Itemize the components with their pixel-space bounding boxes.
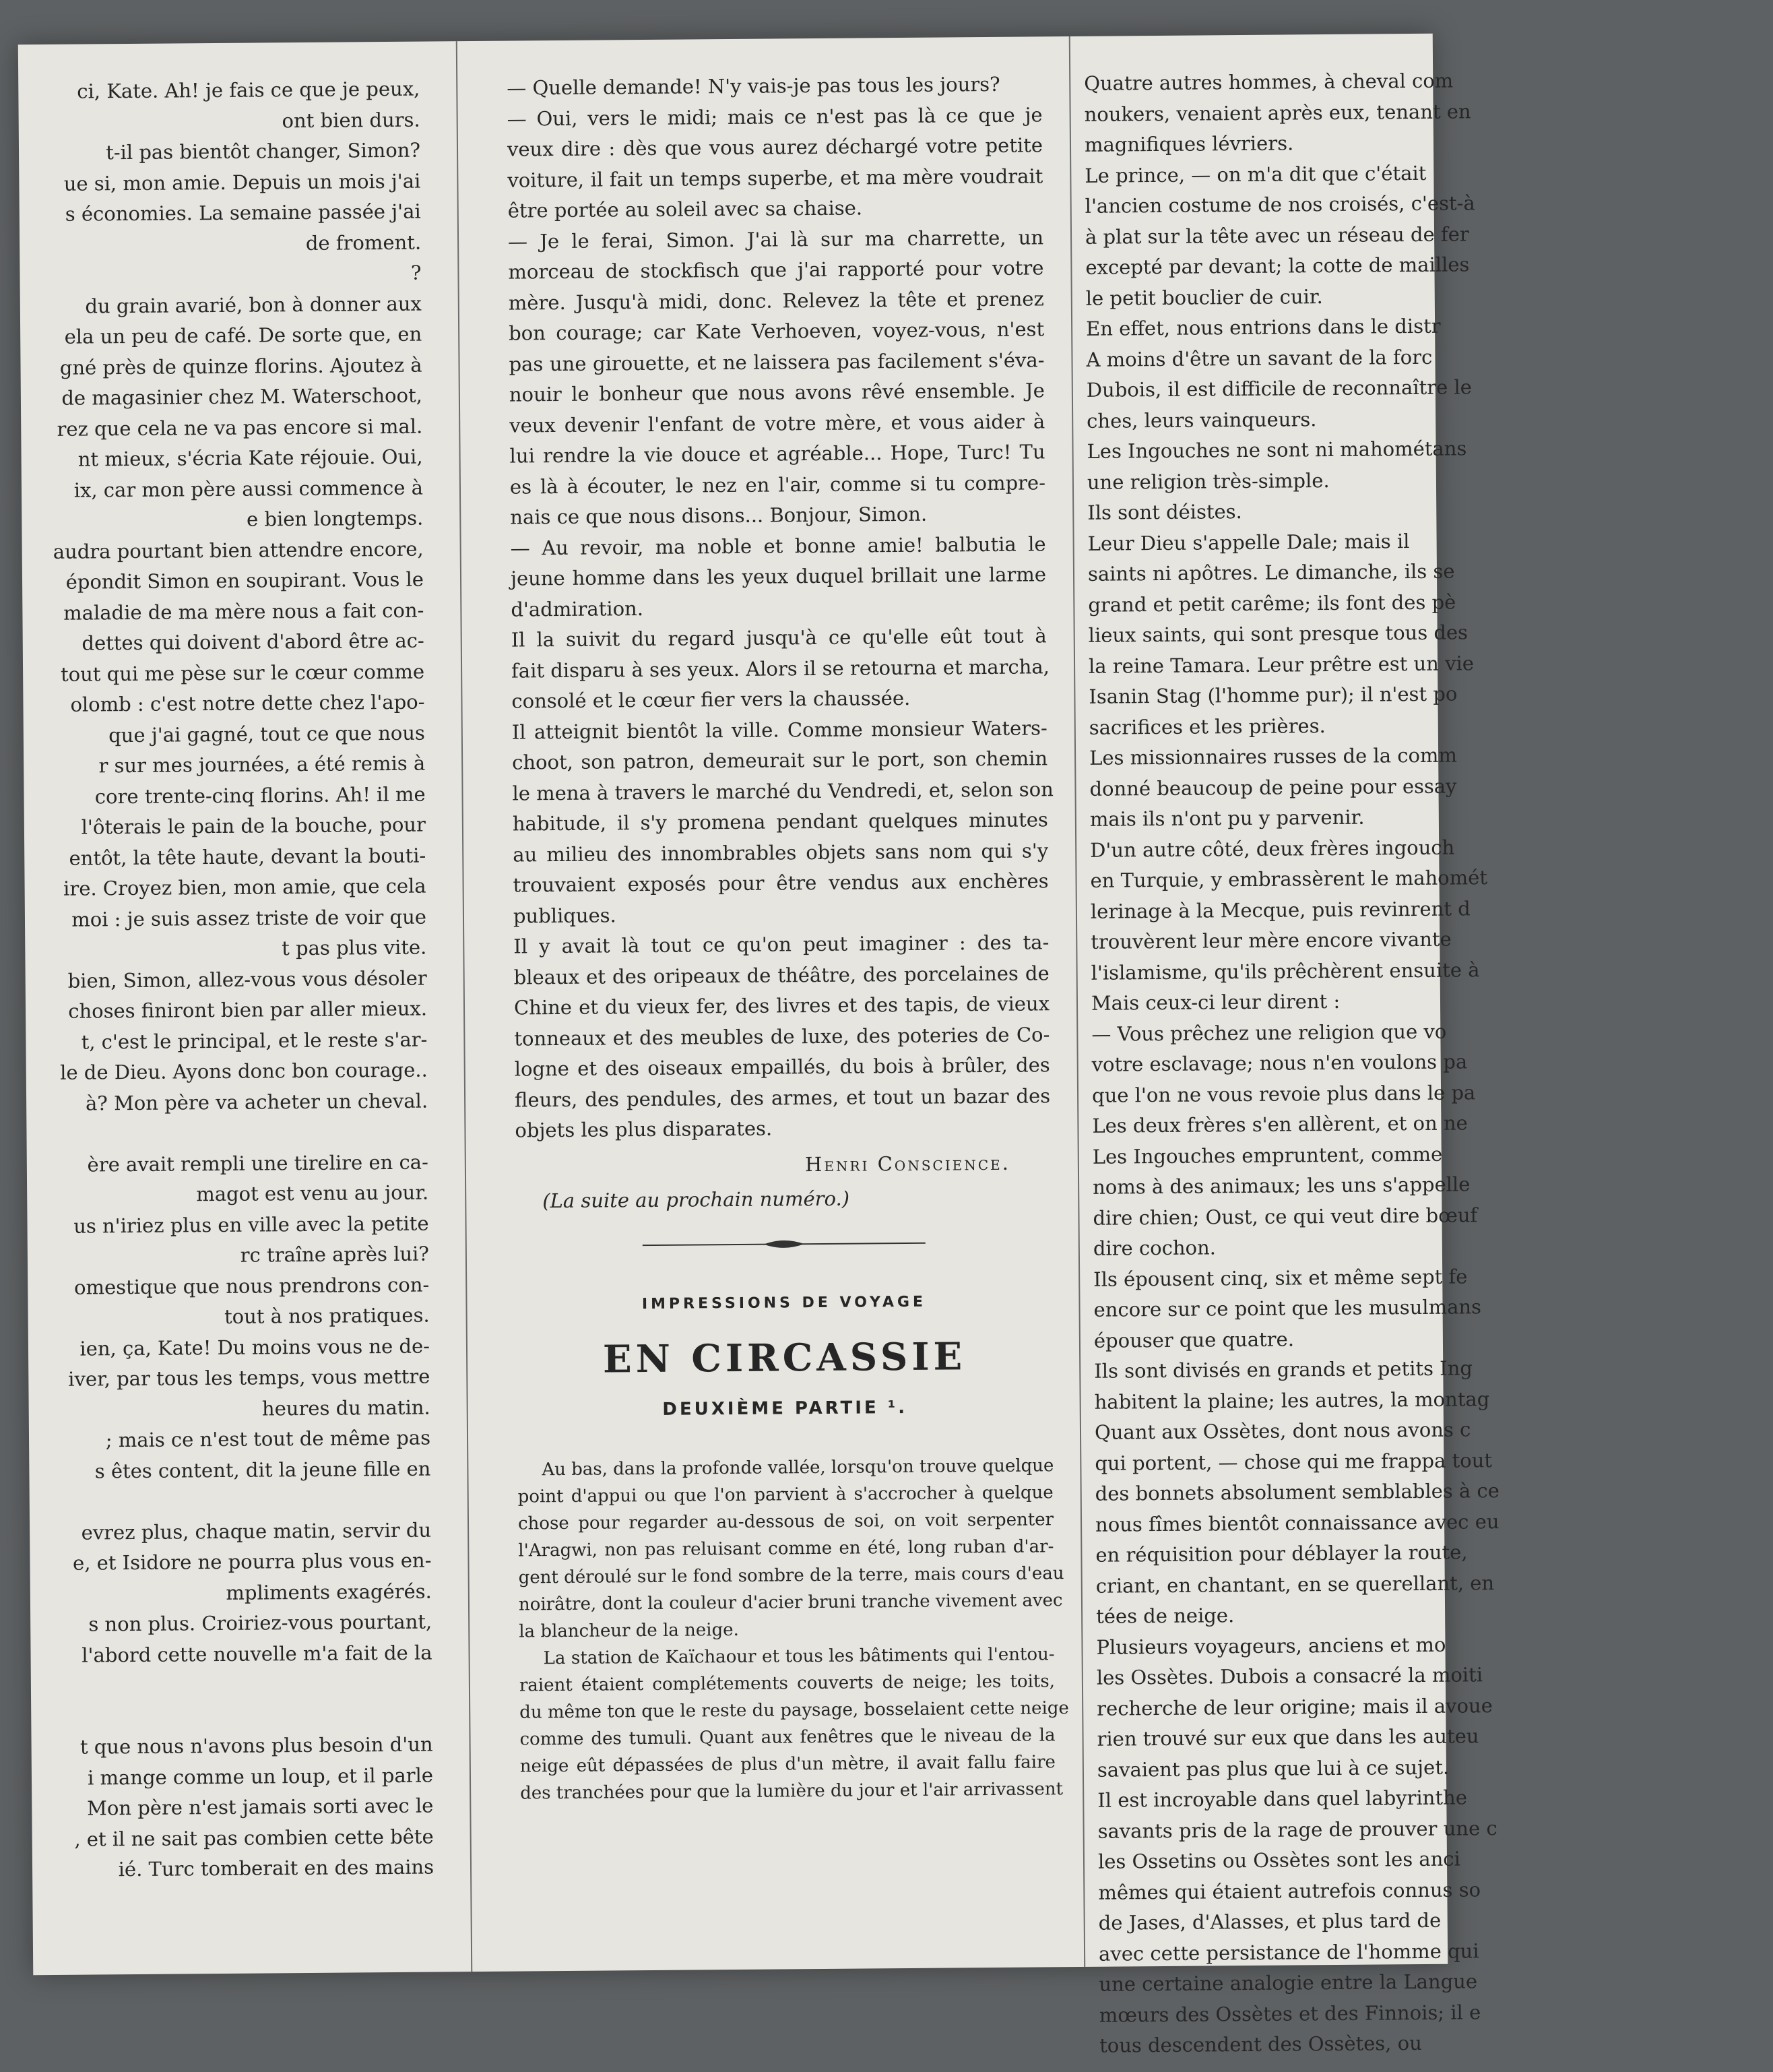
text-line: la blancheur de la neige.: [519, 1619, 739, 1642]
text-line: savaient pas plus que lui à ce sujet.: [1097, 1755, 1450, 1782]
text-line: veux dire : dès que vous aurez déchargé votre petite: [507, 133, 1043, 161]
text-line: Dubois, il est difficile de reconnaître le: [1086, 375, 1473, 402]
text-line: d'admiration.: [511, 596, 644, 621]
text-line: que l'on ne vous revoie plus dans le pa: [1091, 1080, 1476, 1107]
text-line: de magasinier chez M. Waterschoot,: [61, 383, 423, 410]
text-line: evrez plus, chaque matin, servir du: [81, 1518, 432, 1544]
left-column-text: [0, 74, 434, 1888]
text-line: rc traîne après lui?: [240, 1242, 430, 1267]
text-line: rien trouvé sur eux que dans les auteu: [1097, 1724, 1479, 1751]
text-line: Ils sont déistes.: [1087, 500, 1242, 524]
text-line: l'Aragwi, non pas reluisant comme en été, long ruban d'ar-: [518, 1536, 1054, 1561]
text-line: lerinage à la Mecque, puis revinrent d: [1090, 896, 1471, 923]
text-line: noukers, venaient après eux, tenant en: [1084, 99, 1471, 126]
text-line: Au bas, dans la profonde vallée, lorsqu'on trouve quelque: [542, 1455, 1054, 1480]
text-line: criant, en chantant, en se querellant, en: [1095, 1571, 1495, 1598]
text-line: Mon père n'est jamais sorti avec le: [87, 1794, 434, 1820]
novel-text: [507, 69, 1054, 1146]
text-line: lui rendre la vie douce et agréable... Hope, Turc! Tu: [509, 440, 1045, 468]
text-line: mpliments exagérés.: [226, 1579, 432, 1604]
author-signature: Henri Conscience.: [804, 1151, 1010, 1176]
text-line: bon courage; car Kate Verhoeven, voyez-vous, n'est: [509, 317, 1045, 345]
text-line: core trente-cinq florins. Ah! il me: [94, 782, 426, 808]
text-line: Quatre autres hommes, à cheval com: [1084, 69, 1454, 95]
text-line: Les Ingouches empruntent, comme: [1092, 1142, 1443, 1168]
text-line: Chine et du vieux fer, des livres et des tapis, de vieux: [513, 992, 1050, 1019]
text-line: olomb : c'est notre dette chez l'apo-: [70, 690, 425, 716]
text-line: veux devenir l'enfant de votre mère, et vous aider à: [509, 409, 1045, 437]
text-line: t-il pas bientôt changer, Simon?: [106, 138, 421, 164]
text-line: moi : je suis assez triste de voir que: [71, 905, 427, 931]
text-line: être portée au soleil avec sa chaise.: [507, 196, 863, 222]
text-line: ont bien durs.: [282, 108, 420, 132]
text-line: omestique que nous prendrons con-: [73, 1273, 430, 1299]
text-line: Ils sont divisés en grands et petits Ing: [1094, 1356, 1473, 1383]
text-line: nouir le bonheur que nous avons rêvé ensemble. Je: [509, 379, 1045, 406]
text-line: trouvaient exposés pour être vendus aux enchères: [513, 869, 1049, 897]
text-line: — Je le ferai, Simon. J'ai là sur ma charrette, un: [507, 225, 1044, 253]
ornamental-rule: [642, 1235, 925, 1252]
right-column-text: [1084, 63, 1773, 2061]
text-line: la reine Tamara. Leur prêtre est un vie: [1088, 651, 1475, 678]
text-line: des bonnets absolument semblables à ce: [1095, 1479, 1500, 1505]
text-line: les Ossetins ou Ossètes sont les anci: [1097, 1847, 1460, 1873]
text-line: recherche de leur origine; mais il avoue: [1097, 1693, 1493, 1720]
text-line: sacrifices et les prières.: [1089, 714, 1326, 739]
text-line: tonneaux et des meubles de luxe, des poteries de Co-: [514, 1022, 1050, 1050]
text-line: voiture, il fait un temps superbe, et ma mère voudrait: [507, 164, 1043, 192]
text-line: au milieu des innombrables objets sans nom qui s'y: [513, 838, 1049, 867]
text-line: s économies. La semaine passée j'ai: [65, 199, 421, 226]
text-line: bleaux et des oripeaux de théâtre, des porcelaines de: [513, 961, 1050, 989]
text-line: Plusieurs voyageurs, anciens et mo: [1096, 1633, 1446, 1659]
column-rule: [456, 41, 473, 1972]
text-line: à plat sur la tête avec un réseau de fer: [1085, 222, 1469, 249]
text-line: consolé et le cœur fier vers la chaussée.: [511, 686, 911, 713]
text-line: us n'iriez plus en ville avec la petite: [73, 1212, 429, 1238]
text-line: choot, son patron, demeurait sur le port, son chemin: [512, 747, 1048, 774]
text-line: fleurs, des pendules, des armes, et tout un bazar des: [514, 1084, 1051, 1112]
text-line: tout à nos pratiques.: [224, 1303, 430, 1328]
text-line: Les deux frères s'en allèrent, et on ne: [1092, 1111, 1468, 1137]
text-line: dettes qui doivent d'abord être ac-: [82, 629, 424, 655]
text-line: iver, par tous les temps, vous mettre: [68, 1364, 430, 1391]
text-line: épouser que quatre.: [1093, 1327, 1295, 1352]
text-line: noirâtre, dont la couleur d'acier bruni tranche vivement avec: [518, 1590, 1063, 1615]
text-line: le petit bouclier de cuir.: [1085, 284, 1323, 310]
text-line: gent déroulé sur le fond sombre de la terre, mais cours d'eau: [518, 1563, 1064, 1588]
text-line: fait disparu à ses yeux. Alors il se retourna et marcha,: [511, 654, 1050, 683]
text-line: nt mieux, s'écria Kate réjouie. Oui,: [77, 445, 423, 471]
text-line: bien, Simon, allez-vous vous désoler: [67, 966, 427, 993]
text-line: magot est venu au jour.: [196, 1181, 429, 1206]
text-line: encore sur ce point que les musulmans: [1093, 1295, 1482, 1321]
text-line: habitude, il s'y promena pendant quelques minutes: [512, 808, 1048, 836]
text-line: heures du matin.: [261, 1395, 430, 1420]
text-line: choses finiront bien par aller mieux.: [68, 997, 428, 1023]
text-line: le mena à travers le marché du Vendredi, et, selon son: [512, 777, 1054, 805]
text-line: tout qui me pèse sur le cœur comme: [60, 660, 425, 686]
text-line: Il atteignit bientôt la ville. Comme monsieur Waters-: [511, 716, 1047, 744]
text-line: pas une girouette, et ne laissera pas facilement s'éva-: [509, 348, 1045, 376]
text-line: comme des tumuli. Quant aux fenêtres que le niveau de la: [519, 1724, 1056, 1750]
text-line: l'islamisme, qu'ils prêchèrent ensuite à: [1091, 957, 1480, 984]
text-line: Isanin Stag (l'homme pur); il n'est po: [1089, 682, 1458, 708]
text-line: neige eût dépassées de plus d'un mètre, il avait fallu faire: [519, 1751, 1056, 1777]
text-line: nais ce que nous disons... Bonjour, Simon.: [510, 502, 928, 529]
text-line: l'abord cette nouvelle m'a fait de la: [82, 1641, 432, 1667]
text-line: dire chien; Oust, ce qui veut dire bœuf: [1093, 1203, 1478, 1230]
text-line: e, et Isidore ne pourra plus vous en-: [72, 1548, 432, 1575]
text-line: entôt, la tête haute, devant la bouti-: [69, 844, 426, 870]
text-line: ère avait rempli une tirelire en ca-: [87, 1150, 428, 1176]
text-line: e bien longtemps.: [246, 506, 424, 531]
text-line: Le prince, — on m'a dit que c'était: [1085, 161, 1427, 187]
text-line: t, c'est le principal, et le reste s'ar-: [81, 1028, 428, 1054]
newspaper-page: [18, 34, 1500, 2057]
text-line: s êtes content, dit la jeune fille en: [94, 1457, 431, 1482]
text-line: une certaine analogie entre la Langue: [1099, 1970, 1478, 1996]
text-line: ien, ça, Kate! Du moins vous ne de-: [79, 1334, 430, 1360]
continuation-note: (La suite au prochain numéro.): [542, 1187, 850, 1213]
text-line: jeune homme dans les yeux duquel brillait une larme: [510, 563, 1047, 590]
text-line: mœurs des Ossètes et des Finnois; il e: [1099, 2000, 1481, 2027]
text-line: , et il ne sait pas combien cette bête: [74, 1825, 434, 1851]
text-line: t pas plus vite.: [282, 935, 427, 960]
text-line: mêmes qui étaient autrefois connus so: [1098, 1877, 1481, 1904]
text-line: ?: [410, 261, 422, 284]
text-line: ié. Turc tomberait en des mains: [118, 1855, 434, 1881]
text-line: Il est incroyable dans quel labyrinthe: [1097, 1786, 1468, 1812]
text-line: donné beaucoup de peine pour essay: [1089, 774, 1457, 800]
text-line: point d'appui ou que l'on parvient à s'accrocher à quelque: [517, 1482, 1054, 1507]
text-line: Les Ingouches ne sont ni mahométans: [1087, 437, 1467, 463]
text-line: l'ôterais le pain de la bouche, pour: [81, 813, 426, 839]
text-line: en Turquie, y embrassèrent le mahomét: [1090, 866, 1488, 892]
text-line: tées de neige.: [1096, 1604, 1235, 1628]
text-line: ire. Croyez bien, mon amie, que cela: [63, 874, 426, 900]
text-line: l'ancien costume de nos croisés, c'est-à: [1085, 191, 1475, 218]
text-line: le de Dieu. Ayons donc bon courage..: [60, 1058, 428, 1084]
text-line: dire cochon.: [1093, 1236, 1217, 1260]
text-line: de froment.: [305, 230, 422, 255]
text-line: avec cette persistance de l'homme qui: [1098, 1939, 1479, 1966]
text-line: épondit Simon en soupirant. Vous le: [65, 567, 424, 594]
text-line: les Ossètes. Dubois a consacré la moiti: [1096, 1663, 1483, 1689]
right-column: [1077, 34, 1500, 2057]
text-line: trouvèrent leur mère encore vivante: [1091, 927, 1452, 953]
text-line: une religion très-simple.: [1087, 468, 1330, 494]
text-line: Il y avait là tout ce qu'on peut imaginer : des ta-: [513, 931, 1050, 958]
text-line: Quant aux Ossètes, dont nous avons c: [1094, 1418, 1471, 1444]
left-column: [18, 41, 444, 1975]
text-line: raient étaient complétements couverts de neige; les toits,: [519, 1670, 1056, 1696]
text-line: chose pour regarder au-dessous de soi, on voit serpenter: [517, 1509, 1054, 1534]
text-line: Ils épousent cinq, six et même sept fe: [1093, 1264, 1468, 1291]
text-line: en réquisition pour déblayer la route,: [1095, 1540, 1468, 1567]
text-line: maladie de ma mère nous a fait con-: [63, 598, 424, 625]
text-line: — Vous prêchez une religion que vo: [1091, 1019, 1447, 1046]
text-line: Il la suivit du regard jusqu'à ce qu'elle eût tout à: [511, 624, 1047, 652]
section-kicker: IMPRESSIONS DE VOYAGE: [641, 1293, 927, 1313]
text-line: logne et des oiseaux empaillés, du bois à brûler, des: [514, 1053, 1050, 1081]
text-line: de Jases, d'Alasses, et plus tard de: [1098, 1908, 1442, 1935]
text-line: Les missionnaires russes de la comm: [1089, 743, 1458, 770]
text-line: La station de Kaïchaour et tous les bâtiments qui l'entou-: [543, 1643, 1055, 1668]
text-line: D'un autre côté, deux frères ingouch: [1090, 836, 1455, 862]
text-line: habitent la plaine; les autres, la montag: [1094, 1387, 1490, 1414]
text-line: que j'ai gagné, tout ce que nous: [108, 721, 425, 747]
text-line: excepté par devant; la cotte de mailles: [1085, 253, 1470, 279]
text-line: qui portent, — chose qui me frappa tout: [1095, 1448, 1493, 1475]
text-line: ches, leurs vainqueurs.: [1087, 407, 1317, 433]
article-title: EN CIRCASSIE: [602, 1334, 967, 1382]
text-line: t que nous n'avons plus besoin d'un: [79, 1732, 433, 1759]
text-line: rez que cela ne va pas encore si mal.: [57, 414, 423, 441]
article-part: DEUXIÈME PARTIE ¹.: [662, 1397, 908, 1420]
text-line: morceau de stockfisch que j'ai rapporté pour votre: [508, 256, 1044, 284]
text-line: — Au revoir, ma noble et bonne amie! balbutia le: [510, 532, 1046, 560]
text-line: ; mais ce n'est tout de même pas: [105, 1426, 431, 1452]
text-line: ix, car mon père aussi commence à: [73, 476, 424, 502]
text-line: saints ni apôtres. Le dimanche, ils se: [1087, 559, 1455, 586]
text-line: noms à des animaux; les uns s'appelle: [1093, 1172, 1471, 1199]
text-line: s non plus. Croiriez-vous pourtant,: [88, 1610, 432, 1636]
text-line: r sur mes journées, a été remis à: [98, 751, 426, 778]
text-line: savants pris de la rage de prouver une c: [1097, 1816, 1497, 1843]
text-line: ela un peu de café. De sorte que, en: [64, 322, 422, 348]
text-line: mère. Jusqu'à midi, donc. Relevez la tête et prenez: [508, 286, 1044, 315]
text-line: magnifiques lévriers.: [1084, 131, 1294, 156]
text-line: à? Mon père va acheter un cheval.: [85, 1089, 428, 1115]
text-line: Mais ceux-ci leur dirent :: [1091, 989, 1341, 1015]
text-line: grand et petit carême; ils font des pè: [1088, 590, 1456, 617]
text-line: — Oui, vers le midi; mais ce n'est pas là ce que je: [507, 102, 1043, 131]
text-line: — Quelle demande! N'y vais-je pas tous les jours?: [507, 72, 1000, 100]
text-line: gné près de quinze florins. Ajoutez à: [59, 353, 422, 379]
text-line: objets les plus disparates.: [515, 1117, 773, 1142]
text-line: ue si, mon amie. Depuis un mois j'ai: [63, 169, 421, 195]
text-line: i mange comme un loup, et il parle: [87, 1763, 434, 1790]
text-line: audra pourtant bien attendre encore,: [53, 537, 424, 563]
text-line: Leur Dieu s'appelle Dale; mais il: [1087, 529, 1410, 555]
text-line: A moins d'être un savant de la forc: [1086, 345, 1433, 371]
text-line: es là à écouter, le nez en l'air, comme si tu compre-: [509, 470, 1046, 499]
text-line: En effet, nous entrions dans le distr: [1086, 314, 1441, 340]
text-line: nous fîmes bientôt connaissance avec eu: [1095, 1509, 1500, 1536]
text-line: des tranchées pour que la lumière du jour et l'air arrivassent: [520, 1778, 1064, 1804]
middle-column: [480, 36, 1069, 1972]
text-line: tous descendent des Ossètes, ou: [1099, 2032, 1422, 2057]
text-line: votre esclavage; nous n'en voulons pa: [1091, 1050, 1468, 1076]
text-line: du grain avarié, bon à donner aux: [85, 292, 422, 318]
text-line: publiques.: [513, 903, 616, 928]
text-line: mais ils n'ont pu y parvenir.: [1089, 805, 1365, 831]
text-line: du même ton que le reste du paysage, bosselaient cette neige: [519, 1697, 1069, 1723]
article-text: [517, 1452, 1069, 1807]
text-line: ci, Kate. Ah! je fais ce que je peux,: [77, 77, 420, 103]
text-line: lieux saints, qui sont presque tous des: [1088, 621, 1469, 647]
